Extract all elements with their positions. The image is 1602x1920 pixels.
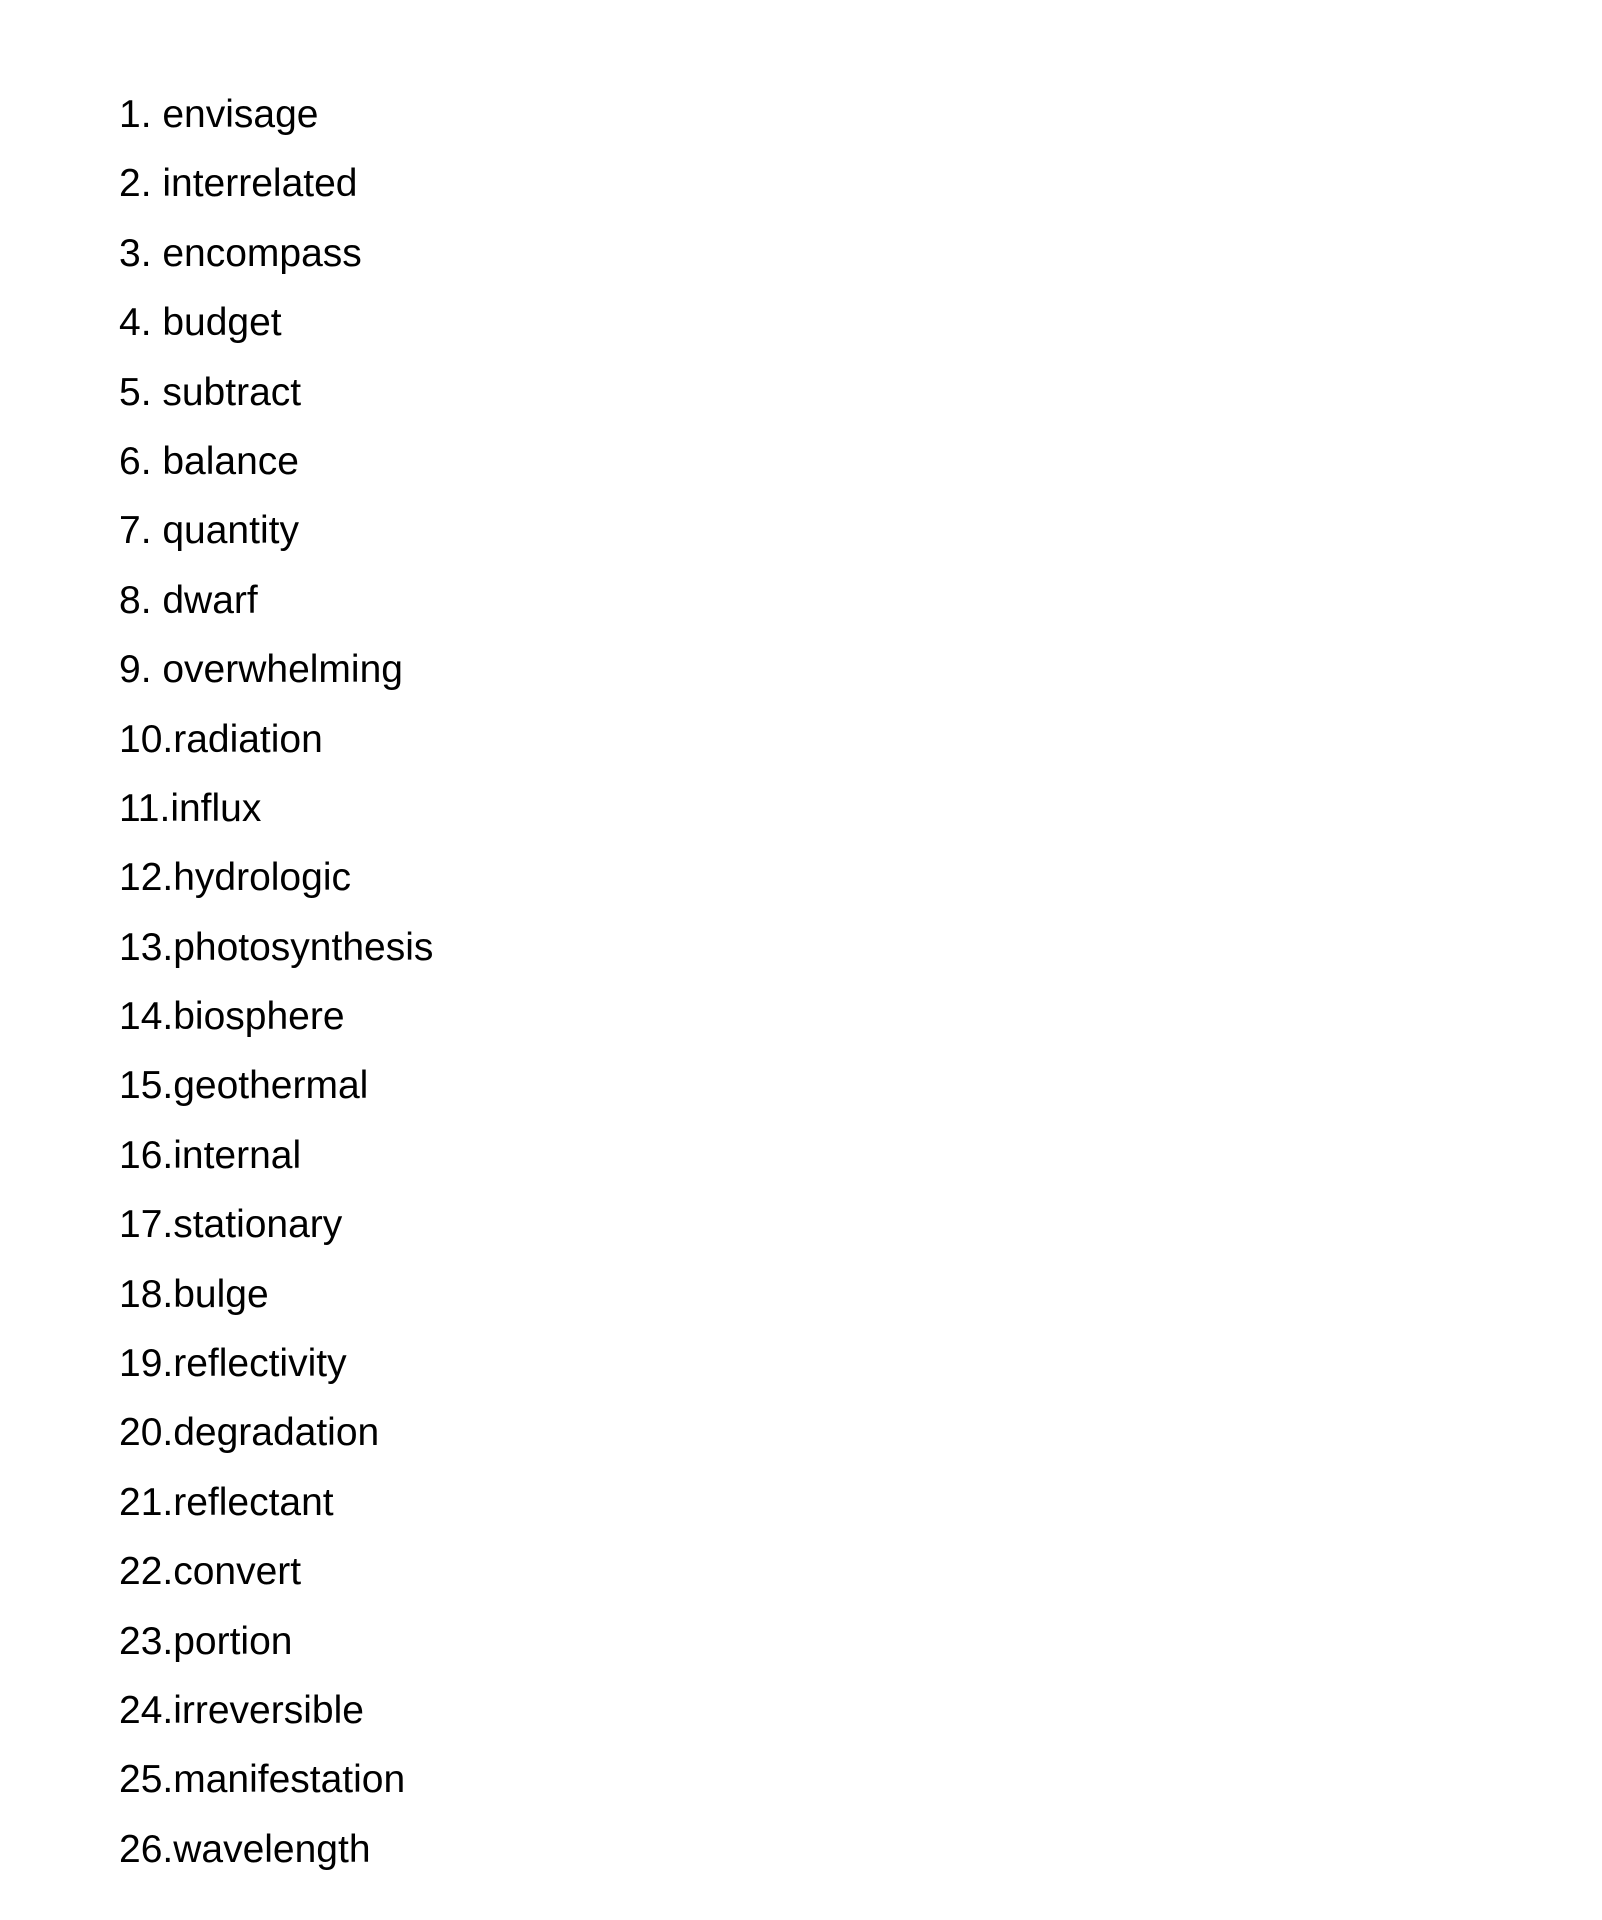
list-item: 12.hydrologic bbox=[119, 856, 351, 900]
list-item: 23.portion bbox=[119, 1619, 293, 1663]
list-item: 2. interrelated bbox=[119, 162, 358, 206]
list-item: 15.geothermal bbox=[119, 1064, 369, 1108]
list-item: 10.radiation bbox=[119, 717, 323, 761]
list-item: 21.reflectant bbox=[119, 1480, 334, 1524]
list-item: 3. encompass bbox=[119, 231, 362, 275]
list-item: 13.photosynthesis bbox=[119, 925, 434, 969]
list-item: 19.reflectivity bbox=[119, 1342, 347, 1386]
list-item: 7. quantity bbox=[119, 509, 299, 553]
list-item: 25.manifestation bbox=[119, 1758, 406, 1802]
list-item: 24.irreversible bbox=[119, 1688, 364, 1732]
list-item: 22.convert bbox=[119, 1550, 302, 1594]
list-item: 5. subtract bbox=[119, 370, 302, 414]
vocabulary-list bbox=[119, 80, 433, 1884]
list-item: 4. budget bbox=[119, 301, 282, 345]
list-item: 9. overwhelming bbox=[119, 648, 403, 692]
list-item: 1. envisage bbox=[119, 93, 319, 136]
list-item: 6. balance bbox=[119, 439, 299, 483]
list-item: 18.bulge bbox=[119, 1272, 269, 1316]
list-item: 11.influx bbox=[119, 786, 262, 830]
list-item: 16.internal bbox=[119, 1133, 302, 1177]
list-item: 14.biosphere bbox=[119, 995, 345, 1039]
list-item: 26.wavelength bbox=[119, 1827, 371, 1871]
list-item: 20.degradation bbox=[119, 1411, 380, 1455]
list-item: 8. dwarf bbox=[119, 578, 258, 622]
list-item: 17.stationary bbox=[119, 1203, 343, 1247]
